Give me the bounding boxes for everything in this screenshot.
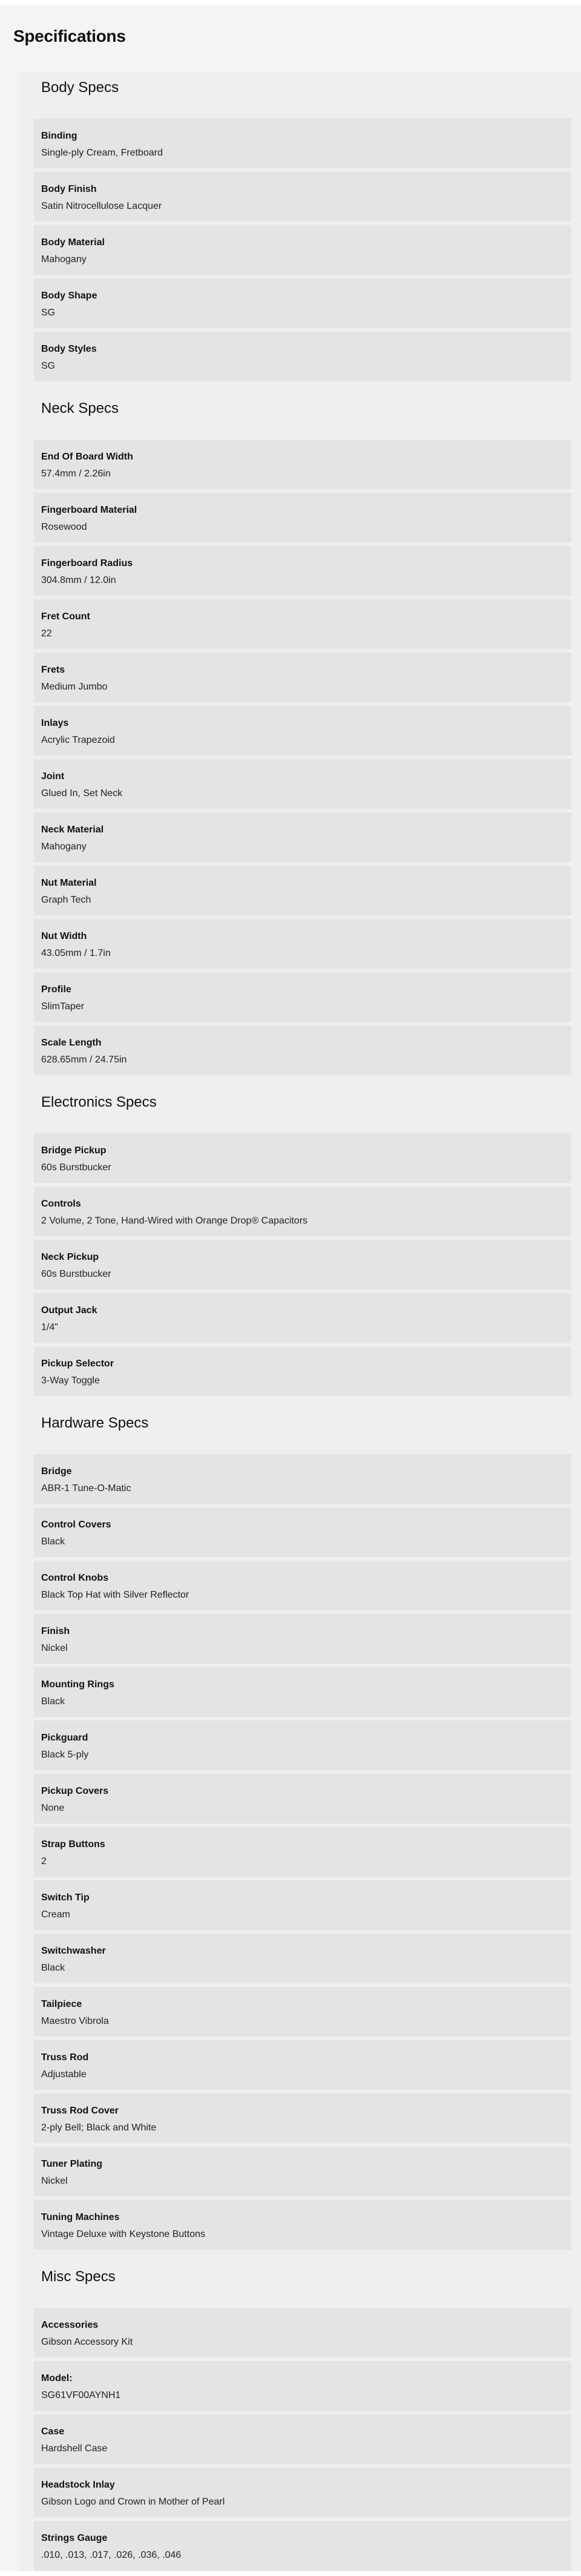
spec-label: Body Shape: [41, 291, 97, 301]
spec-item: [34, 1187, 571, 1236]
spec-value: Hardshell Case: [41, 2443, 108, 2454]
spec-label: Controls: [41, 1199, 81, 1209]
spec-label: Finish: [41, 1626, 70, 1636]
spec-label: Pickguard: [41, 1733, 88, 1743]
spec-section: [34, 79, 571, 381]
spec-label: Tuner Plating: [41, 2159, 103, 2169]
spec-item: [34, 1934, 571, 1983]
spec-value: Gibson Accessory Kit: [41, 2337, 133, 2347]
spec-item: [34, 599, 571, 649]
spec-value: 2-ply Bell; Black and White: [41, 2123, 157, 2133]
spec-label: Profile: [41, 984, 71, 995]
spec-label: Fingerboard Radius: [41, 558, 133, 568]
spec-value: 628.65mm / 24.75in: [41, 1055, 127, 1065]
spec-label: Body Material: [41, 237, 105, 248]
spec-value: Graph Tech: [41, 895, 91, 905]
spec-item: [34, 1827, 571, 1877]
spec-label: Neck Pickup: [41, 1252, 99, 1262]
section-title: Electronics Specs: [41, 1094, 157, 1110]
spec-list: [34, 119, 571, 381]
spec-item: [34, 1133, 571, 1183]
spec-label: Tuning Machines: [41, 2212, 120, 2222]
spec-item: [34, 1507, 571, 1557]
spec-value: Nickel: [41, 2176, 68, 2186]
spec-label: Nut Width: [41, 931, 87, 941]
spec-value: SlimTaper: [41, 1001, 85, 1012]
spec-item: [34, 653, 571, 702]
spec-item: [34, 1721, 571, 1770]
spec-section: [34, 1414, 571, 2250]
specs-panel: [19, 73, 581, 2571]
spec-item: [34, 1774, 571, 1823]
spec-value: 22: [41, 628, 52, 639]
spec-item: [34, 2040, 571, 2090]
spec-label: Output Jack: [41, 1305, 97, 1316]
spec-label: Strings Gauge: [41, 2533, 108, 2543]
spec-label: Tailpiece: [41, 1999, 82, 2009]
spec-label: Accessories: [41, 2320, 99, 2330]
spec-list: [34, 1454, 571, 2250]
spec-section: [34, 400, 571, 1075]
spec-item: [34, 1880, 571, 1930]
spec-item: [34, 2414, 571, 2464]
spec-label: Inlays: [41, 718, 69, 728]
spec-value: Nickel: [41, 1643, 68, 1653]
spec-item: [34, 866, 571, 915]
spec-value: Medium Jumbo: [41, 682, 108, 692]
spec-list: [34, 2308, 571, 2571]
spec-value: Cream: [41, 1909, 71, 1920]
section-title: Misc Specs: [41, 2268, 116, 2285]
spec-label: Scale Length: [41, 1038, 102, 1048]
spec-label: Fingerboard Material: [41, 505, 137, 515]
spec-item: [34, 2093, 571, 2143]
spec-label: Switch Tip: [41, 1892, 90, 1903]
spec-item: [34, 493, 571, 542]
spec-value: Acrylic Trapezoid: [41, 735, 115, 745]
spec-value: 57.4mm / 2.26in: [41, 469, 111, 479]
spec-value: SG: [41, 361, 56, 371]
spec-item: [34, 1346, 571, 1396]
section-title: Neck Specs: [41, 400, 119, 417]
spec-value: 3-Way Toggle: [41, 1375, 100, 1386]
spec-label: End Of Board Width: [41, 452, 133, 462]
spec-item: [34, 2308, 571, 2357]
spec-value: ABR-1 Tune-O-Matic: [41, 1483, 131, 1494]
spec-value: Vintage Deluxe with Keystone Buttons: [41, 2229, 205, 2239]
spec-item: [34, 440, 571, 489]
spec-label: Model:: [41, 2373, 73, 2383]
spec-label: Truss Rod Cover: [41, 2106, 119, 2116]
spec-value: Rosewood: [41, 522, 87, 532]
spec-value: 304.8mm / 12.0in: [41, 575, 116, 585]
spec-label: Case: [41, 2426, 65, 2437]
page-title: Specifications: [13, 27, 126, 45]
spec-value: .010, .013, .017, .026, .036, .046: [41, 2550, 182, 2560]
spec-label: Body Styles: [41, 344, 97, 354]
spec-item: [34, 759, 571, 809]
spec-value: Black: [41, 1963, 65, 1973]
specifications-page: [0, 5, 581, 2571]
spec-value: Mahogany: [41, 254, 87, 265]
spec-label: Body Finish: [41, 184, 97, 194]
spec-item: [34, 1293, 571, 1343]
spec-item: [34, 1561, 571, 1610]
spec-label: Pickup Selector: [41, 1359, 114, 1369]
spec-value: Gibson Logo and Crown in Mother of Pearl: [41, 2497, 225, 2507]
spec-item: [34, 1987, 571, 2037]
spec-item: [34, 1667, 571, 1717]
section-title: Hardware Specs: [41, 1415, 149, 1431]
spec-label: Pickup Covers: [41, 1786, 109, 1796]
spec-item: [34, 278, 571, 328]
spec-value: SG: [41, 308, 56, 318]
spec-value: Black 5-ply: [41, 1750, 89, 1760]
spec-list: [34, 440, 571, 1075]
spec-item: [34, 546, 571, 596]
spec-label: Binding: [41, 131, 77, 141]
spec-value: 2: [41, 1856, 47, 1866]
spec-item: [34, 1240, 571, 1290]
spec-value: Single-ply Cream, Fretboard: [41, 148, 163, 158]
spec-label: Fret Count: [41, 611, 90, 622]
spec-item: [34, 332, 571, 381]
spec-item: [34, 812, 571, 862]
spec-item: [34, 706, 571, 756]
spec-value: SG61VF00AYNH1: [41, 2390, 121, 2400]
spec-value: None: [41, 1803, 65, 1813]
spec-item: [34, 2521, 571, 2571]
spec-value: 1/4": [41, 1322, 58, 1332]
spec-value: Black Top Hat with Silver Reflector: [41, 1590, 189, 1600]
spec-item: [34, 119, 571, 168]
spec-item: [34, 2361, 571, 2411]
spec-label: Joint: [41, 771, 65, 782]
spec-item: [34, 1614, 571, 1664]
spec-label: Mounting Rings: [41, 1679, 114, 1690]
spec-label: Control Covers: [41, 1520, 111, 1530]
spec-value: Glued In, Set Neck: [41, 788, 123, 799]
spec-section: [34, 2268, 571, 2571]
spec-label: Headstock Inlay: [41, 2480, 115, 2490]
spec-value: Satin Nitrocellulose Lacquer: [41, 201, 162, 211]
spec-value: 60s Burstbucker: [41, 1162, 111, 1173]
spec-label: Neck Material: [41, 825, 104, 835]
spec-value: 60s Burstbucker: [41, 1269, 111, 1279]
spec-list: [34, 1133, 571, 1396]
spec-label: Switchwasher: [41, 1946, 106, 1956]
spec-value: Maestro Vibrola: [41, 2016, 109, 2026]
spec-value: Mahogany: [41, 842, 87, 852]
spec-item: [34, 2468, 571, 2517]
spec-item: [34, 172, 571, 222]
spec-label: Nut Material: [41, 878, 97, 888]
spec-label: Strap Buttons: [41, 1839, 105, 1850]
spec-item: [34, 2200, 571, 2250]
spec-label: Frets: [41, 665, 65, 675]
spec-label: Bridge Pickup: [41, 1145, 107, 1156]
spec-item: [34, 1454, 571, 1504]
spec-value: 2 Volume, 2 Tone, Hand-Wired with Orange Drop® Capacitors: [41, 1216, 308, 1226]
spec-item: [34, 972, 571, 1022]
spec-item: [34, 1026, 571, 1075]
spec-section: [34, 1093, 571, 1396]
spec-label: Control Knobs: [41, 1573, 109, 1583]
spec-item: [34, 2147, 571, 2196]
spec-value: 43.05mm / 1.7in: [41, 948, 111, 958]
spec-label: Truss Rod: [41, 2052, 89, 2063]
spec-label: Bridge: [41, 1466, 72, 1477]
spec-value: Adjustable: [41, 2069, 87, 2080]
section-title: Body Specs: [41, 79, 119, 96]
spec-value: Black: [41, 1537, 65, 1547]
spec-value: Black: [41, 1696, 65, 1707]
spec-item: [34, 225, 571, 275]
spec-item: [34, 919, 571, 969]
